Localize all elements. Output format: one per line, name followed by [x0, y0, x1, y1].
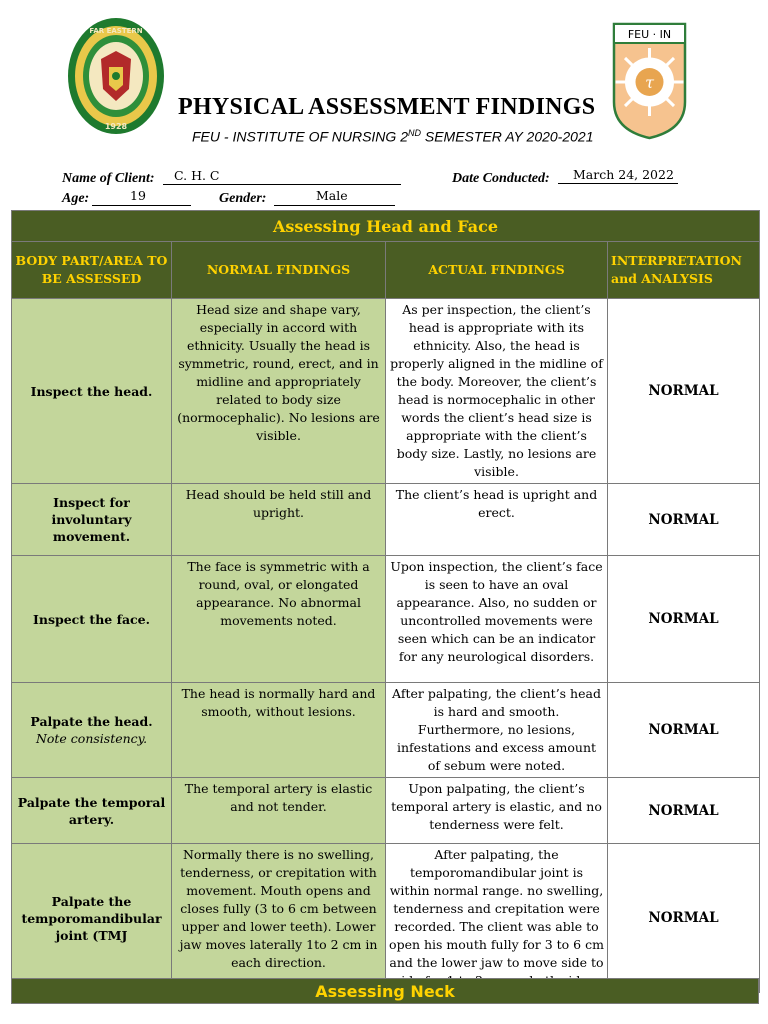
age-label: Age:: [62, 191, 90, 206]
head-face-assessment-table: [11, 210, 760, 993]
date-conducted-underline: [558, 183, 678, 184]
body-part-cell: Palpate the temporomandibular joint (TMJ: [12, 844, 172, 993]
normal-findings-cell: The temporal artery is elastic and not tender.: [172, 778, 386, 844]
client-name-label: Name of Client:: [62, 171, 155, 186]
body-part-cell: Palpate the head. Note consistency.: [12, 683, 172, 778]
interpretation-cell: NORMAL: [608, 683, 760, 778]
age-value: 19: [130, 188, 146, 203]
normal-findings-cell: Normally there is no swelling, tenderness, or crepitation with movement. Mouth opens and closes fully (3 to 6 cm between upper and lower teeth). Lower jaw moves laterally 1to 2 cm in each direction.: [172, 844, 386, 993]
page-subtitle: FEU - INSTITUTE OF NURSING 2ND SEMESTER AY 2020-2021: [192, 128, 594, 145]
feu-in-shield-icon: [612, 22, 687, 140]
table-row: [12, 556, 760, 683]
body-part-cell: Inspect the head.: [12, 299, 172, 484]
far-eastern-university-seal-icon: [67, 17, 165, 135]
interpretation-cell: NORMAL: [608, 484, 760, 556]
actual-findings-cell: The client’s head is upright and erect.: [386, 484, 608, 556]
client-name-value: C. H. C: [174, 168, 220, 183]
actual-findings-cell: Upon palpating, the client’s temporal artery is elastic, and no tenderness were felt.: [386, 778, 608, 844]
section-title-head-face: Assessing Head and Face: [12, 211, 760, 242]
column-header-interpretation: INTERPRETATION and ANALYSIS: [608, 242, 760, 299]
table-row: [12, 844, 760, 993]
svg-text:τ: τ: [645, 73, 654, 92]
gender-label: Gender:: [219, 191, 267, 206]
column-header-actual-findings: ACTUAL FINDINGS: [386, 242, 608, 299]
interpretation-cell: NORMAL: [608, 299, 760, 484]
table-row: [12, 778, 760, 844]
body-part-cell: Inspect for involuntary movement.: [12, 484, 172, 556]
page-title: PHYSICAL ASSESSMENT FINDINGS: [178, 94, 596, 120]
normal-findings-cell: The head is normally hard and smooth, without lesions.: [172, 683, 386, 778]
svg-text:FEU · IN: FEU · IN: [627, 28, 672, 41]
normal-findings-cell: Head size and shape vary, especially in accord with ethnicity. Usually the head is symmetric, round, erect, and in midline and appropriately related to body size (normocephalic). No lesions are visible.: [172, 299, 386, 484]
table-row: [12, 299, 760, 484]
body-part-note: Note consistency.: [35, 731, 148, 746]
age-underline: [92, 205, 191, 206]
normal-findings-cell: Head should be held still and upright.: [172, 484, 386, 556]
section-title-neck: Assessing Neck: [11, 978, 759, 1004]
body-part-cell: Palpate the temporal artery.: [12, 778, 172, 844]
interpretation-cell: NORMAL: [608, 844, 760, 993]
actual-findings-cell: As per inspection, the client’s head is appropriate with its ethnicity. Also, the head is properly aligned in the midline of the body. Moreover, the client’s head is normocephalic in other words the client’s head size is appropriate with the client’s body size. Lastly, no lesions are visible.: [386, 299, 608, 484]
interpretation-cell: NORMAL: [608, 778, 760, 844]
date-conducted-value: March 24, 2022: [573, 167, 674, 182]
column-header-normal-findings: NORMAL FINDINGS: [172, 242, 386, 299]
client-name-underline: [163, 184, 401, 185]
table-row: [12, 484, 760, 556]
gender-value: Male: [316, 188, 348, 203]
actual-findings-cell: After palpating, the temporomandibular joint is within normal range. no swelling, tenderness and crepitation were recorded. The client was able to open his mouth fully for 3 to 6 cm and the lower jaw to move side to: [386, 844, 608, 993]
gender-underline: [274, 205, 395, 206]
interpretation-cell: NORMAL: [608, 556, 760, 683]
normal-findings-cell: The face is symmetric with a round, oval, or elongated appearance. No abnormal movements noted.: [172, 556, 386, 683]
date-conducted-label: Date Conducted:: [452, 171, 550, 186]
svg-text:FAR EASTERN: FAR EASTERN: [89, 27, 143, 35]
body-part-cell: Inspect the face.: [12, 556, 172, 683]
table-row: [12, 683, 760, 778]
column-header-body-part: BODY PART/AREA TO BE ASSESSED: [12, 242, 172, 299]
actual-findings-cell: After palpating, the client’s head is hard and smooth. Furthermore, no lesions, infestations and excess amount of sebum were noted.: [386, 683, 608, 778]
svg-text:1928: 1928: [104, 122, 128, 131]
actual-findings-cell: Upon inspection, the client’s face is seen to have an oval appearance. Also, no sudden or uncontrolled movements were seen which can be an indicator for any neurological disorders.: [386, 556, 608, 683]
